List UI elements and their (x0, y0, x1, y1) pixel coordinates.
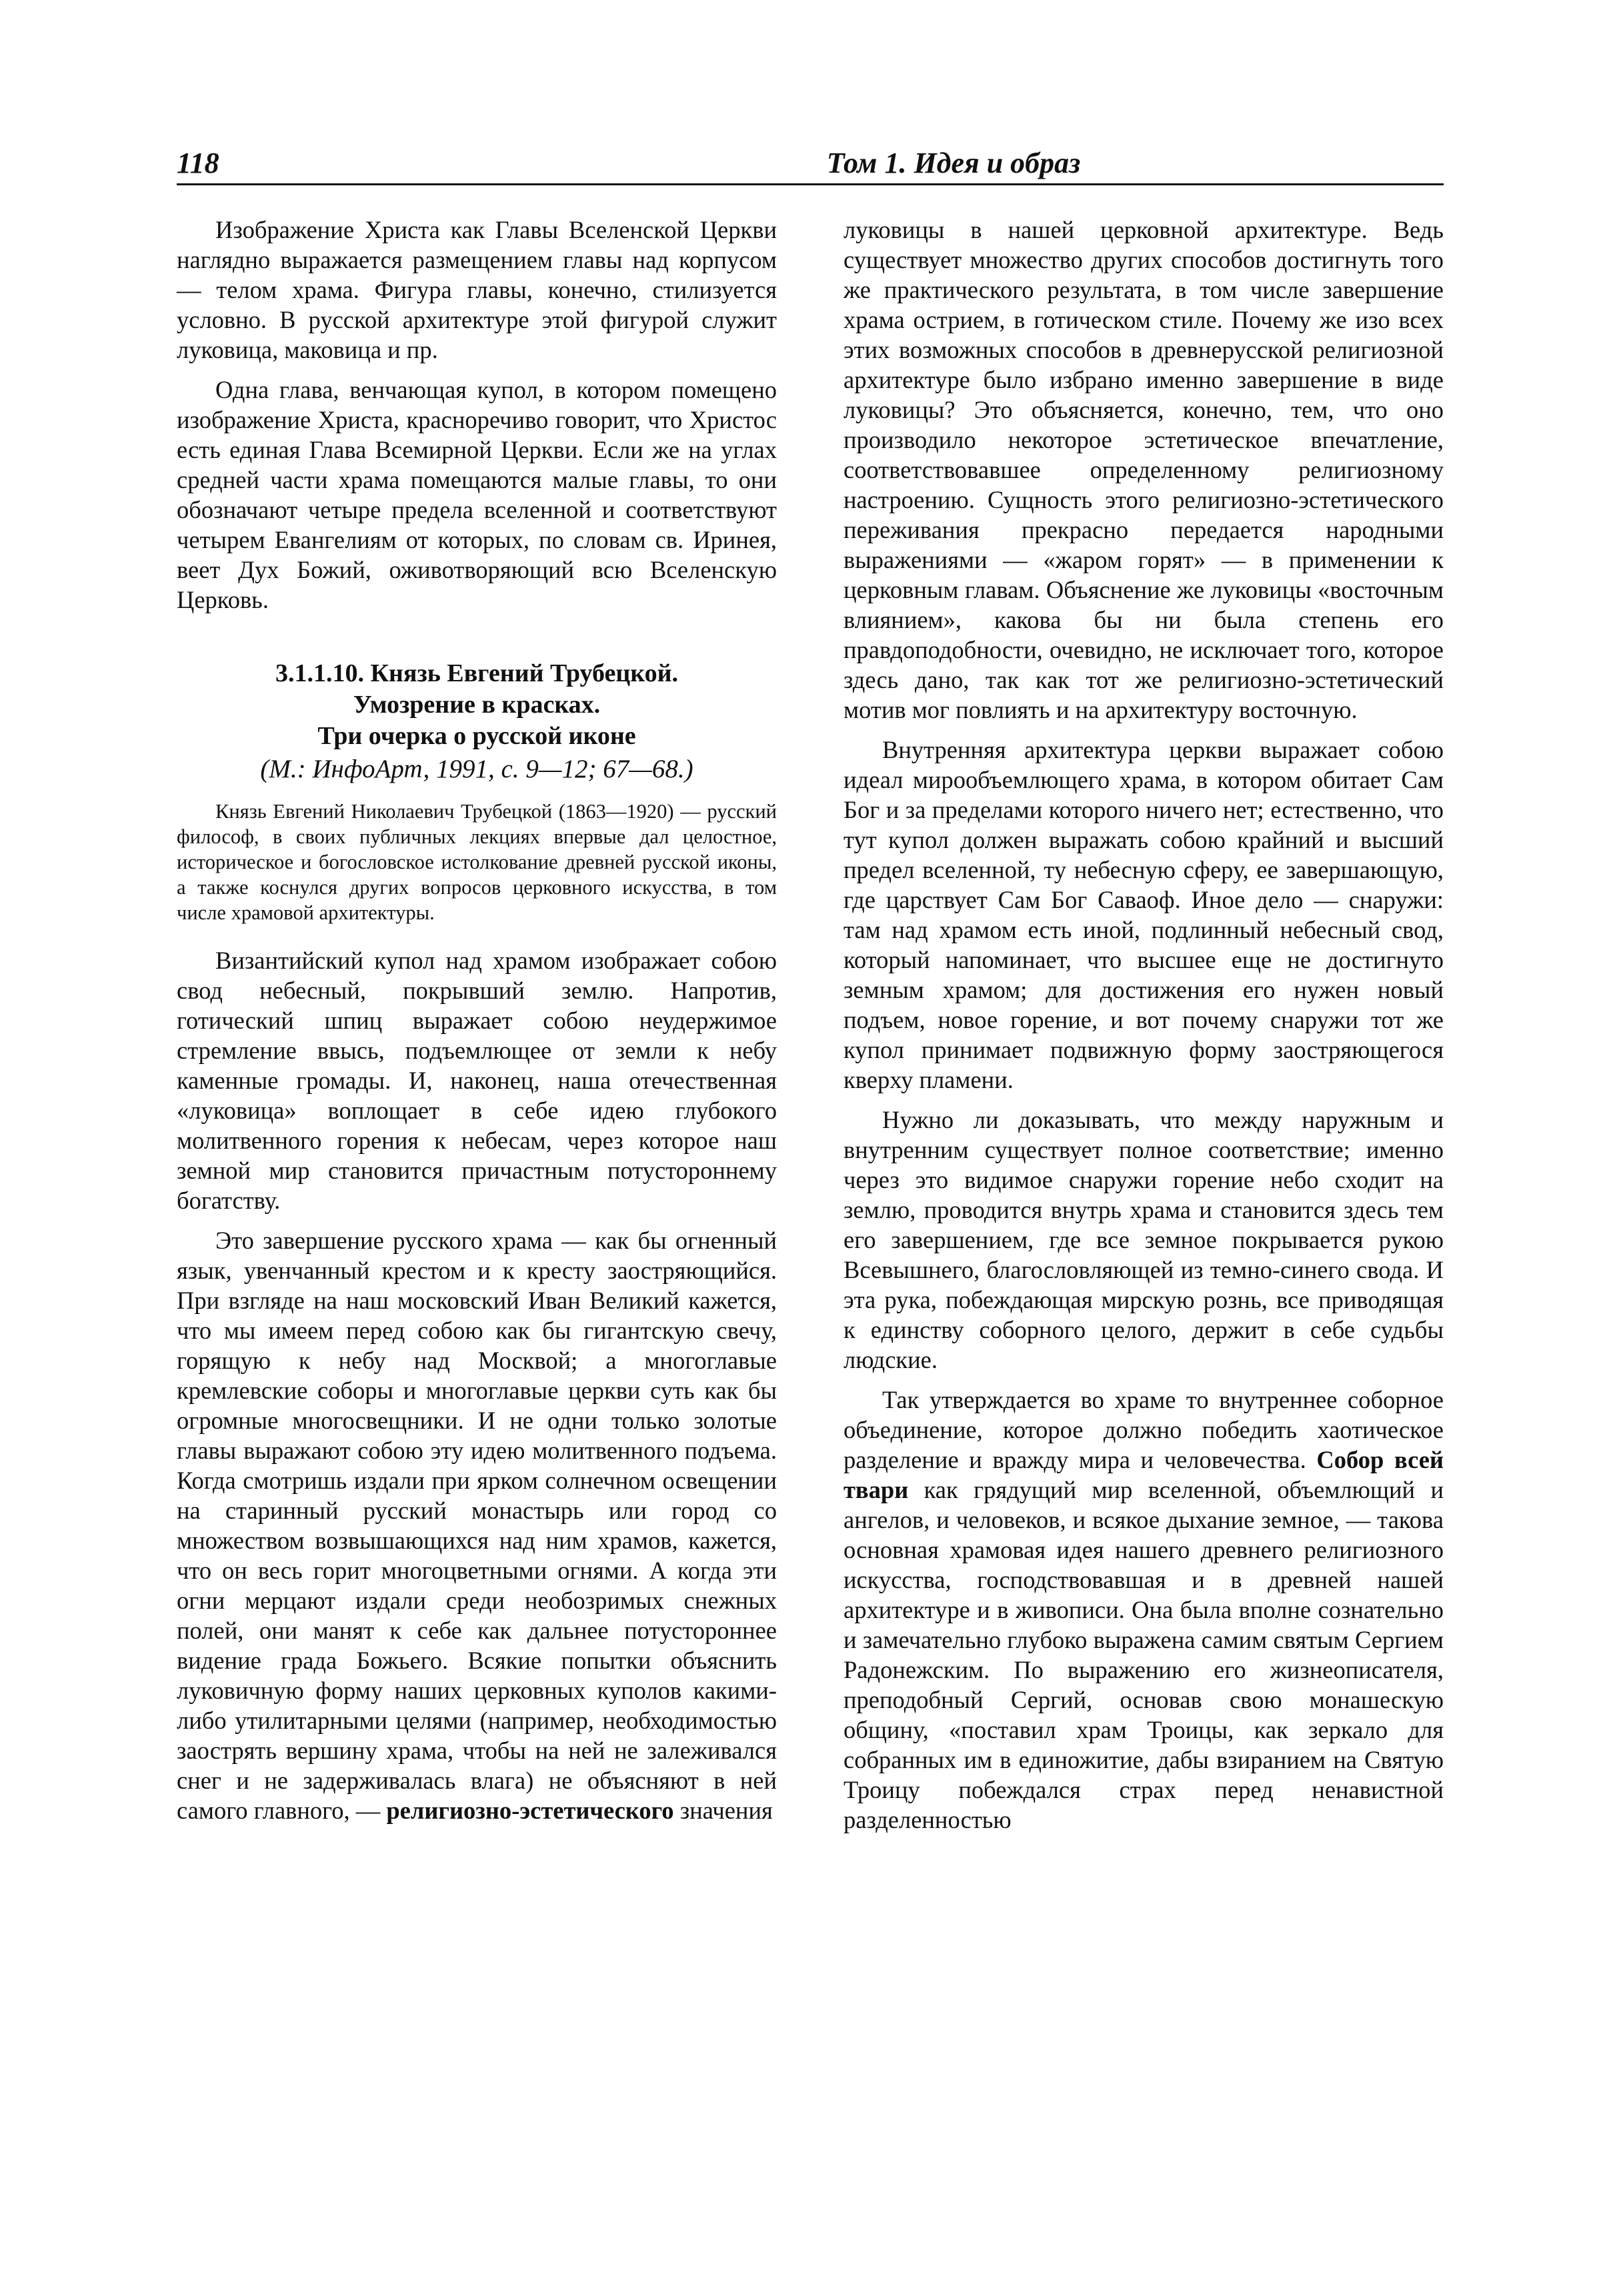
section-title-line-2: Умозрение в красках. (353, 691, 601, 719)
paragraph: Одна глава, венчающая купол, в котором помещено изображение Христа, красноречиво говорит, что Христос есть единая Глава Всемирной Церкви. Если же на углах средней части храма помещаются малые главы, то они обозначают четыре предела вселенной и соответствуют четырем Евангелиям от которых, по словам св. Иринея, веет Дух Божий, оживотворяющий всю Вселенскую Церковь. (177, 376, 777, 613)
running-title: Том 1. Идея и образ (826, 147, 1081, 179)
page-number: 118 (177, 147, 219, 179)
paragraph: Изображение Христа как Главы Вселенской Церкви наглядно выражается размещением главы над корпусом — телом храма. Фигура главы, конечно, стилизуется условно. В русской архитектуре этой фигурой служит луковица, маковица и пр. (177, 216, 777, 363)
bold-emphasis: Собор всей твари (844, 1446, 1444, 1503)
running-header (177, 143, 1444, 185)
paragraph (177, 1225, 777, 1825)
author-note: Князь Евгений Николаевич Трубецкой (1863—1920) — русский философ, в своих публичных лекциях впервые дал целостное, историческое и богословское истолкование древней русской иконы, а также коснулся других вопросов церковного искусства, в том числе храмовой архитектуры. (177, 800, 777, 924)
section-title-line-1: 3.1.1.10. Князь Евгений Трубецкой. (275, 659, 679, 687)
paragraph-text: Это завершение русского храма — как бы огненный язык, увенчанный крестом и к кресту заостряющийся. При взгляде на наш московский Иван Великий кажется, что мы имеем перед собою как бы гигантскую свечу, горящую к небу над Москвой; а многоглавые кремлевские соборы и многоглавые церкви суть как бы огромные многосвещники. И не одни только золотые главы выражают собою эту идею молитвенного подъема. Когда смотришь издали при ярком солнечном освещении на старинный русский монастырь или город со множеством возвышающихся над ним храмов, кажется, что он весь горит многоцветными огнями. А когда эти огни мерцают издали среди необозримых снежных полей, они манят к себе как дальнее потустороннее видение града Божьего. Всякие попытки объяснить луковичную форму наших церковных куполов какими-либо утилитарными целями (например, необходимостью заострять вершину храма, чтобы на ней не залеживался снег и не задерживалась влага) не объясняют в ней самого главного, — (177, 1227, 777, 1824)
bold-emphasis: религиозно-эстетического (386, 1797, 674, 1824)
right-column (844, 215, 1444, 1845)
paragraph-continued: луковицы в нашей церковной архитектуре. Ведь существует множество других способов достигнуть того же практического результата, в том числе завершение храма острием, в готическом стиле. Почему же изо всех этих возможных способов в древнерусской религиозной архитектуре было избрано именно завершение в виде луковицы? Это объясняется, конечно, тем, что оно производило некоторое эстетическое впечатление, соответствовавшее определенному религиозному настроению. Сущность этого религиозно-эстетического переживания прекрасно передается народными выражениями — «жаром горят» — в применении к церковным главам. Объяснение же луковицы «восточным влиянием», какова бы ни была степень его правдоподобности, очевидно, не исключает того, которое здесь дано, так как тот же религиозно-эстетический мотив мог повлиять и на архитектуру восточную. (844, 216, 1444, 723)
paragraph: Нужно ли доказывать, что между наружным и внутренним существует полное соответствие; именно через это видимое снаружи горение небо сходит на землю, проводится внутрь храма и становится здесь тем его завершением, где все земное покрывается рукою Всевышнего, благословляющей из темно-синего свода. И эта рука, побеждающая мирскую рознь, все приводящая к единству соборного целого, держит в себе судьбы людские. (844, 1106, 1444, 1373)
section-heading (177, 658, 777, 785)
paragraph: Внутренняя архитектура церкви выражает собою идеал мирообъемлющего храма, в котором обитает Сам Бог и за пределами которого ничего нет; естественно, что тут купол должен выражать собою крайний и высший предел вселенной, ту небесную сферу, ее завершающую, где царствует Сам Бог Саваоф. Иное дело — снаружи: там над храмом есть иной, подлинный небесный свод, который напоминает, что высшее еще не достигнуто земным храмом; для достижения его нужен новый подъем, новое горение, и вот почему снаружи тот же купол принимает подвижную форму заостряющегося кверху пламени. (844, 736, 1444, 1093)
paragraph-text: значения (679, 1797, 773, 1824)
section-source: (М.: ИнфоАрт, 1991, с. 9—12; 67—68.) (260, 755, 693, 783)
paragraph-text: как грядущий мир вселенной, объемлющий и ангелов, и человеков, и всякое дыхание земное, — такова основная храмовая идея нашего древнего религиозного искусства, господствовавшая и в древней нашей архитектуре и в живописи. Она была вполне сознательно и замечательно глубоко выражена самим святым Сергием Радонежским. По выражению его жизнеописателя, преподобный Сергий, основав свою монашескую общину, «поставил храм Троицы, как зеркало для собранных им в единожитие, дабы взиранием на Святую Троицу побеждался страх перед ненавистной разделенностью (844, 1476, 1444, 1833)
left-column (177, 215, 777, 1835)
paragraph-text: Так утверждается во храме то внутреннее соборное объединение, которое должно победить хаотическое разделение и вражду мира и человечества. (844, 1386, 1444, 1473)
paragraph (844, 1385, 1444, 1835)
section-title-line-3: Три очерка о русской иконе (317, 722, 636, 750)
paragraph: Византийский купол над храмом изображает собою свод небесный, покрывший землю. Напротив, готический шпиц выражает собою неудержимое стремление ввысь, подъемлющее от земли к небу каменные громады. И, наконец, наша отечественная «луковица» воплощает в себе идею глубокого молитвенного горения к небесам, через которое наш земной мир становится причастным потустороннему богатству. (177, 947, 777, 1214)
